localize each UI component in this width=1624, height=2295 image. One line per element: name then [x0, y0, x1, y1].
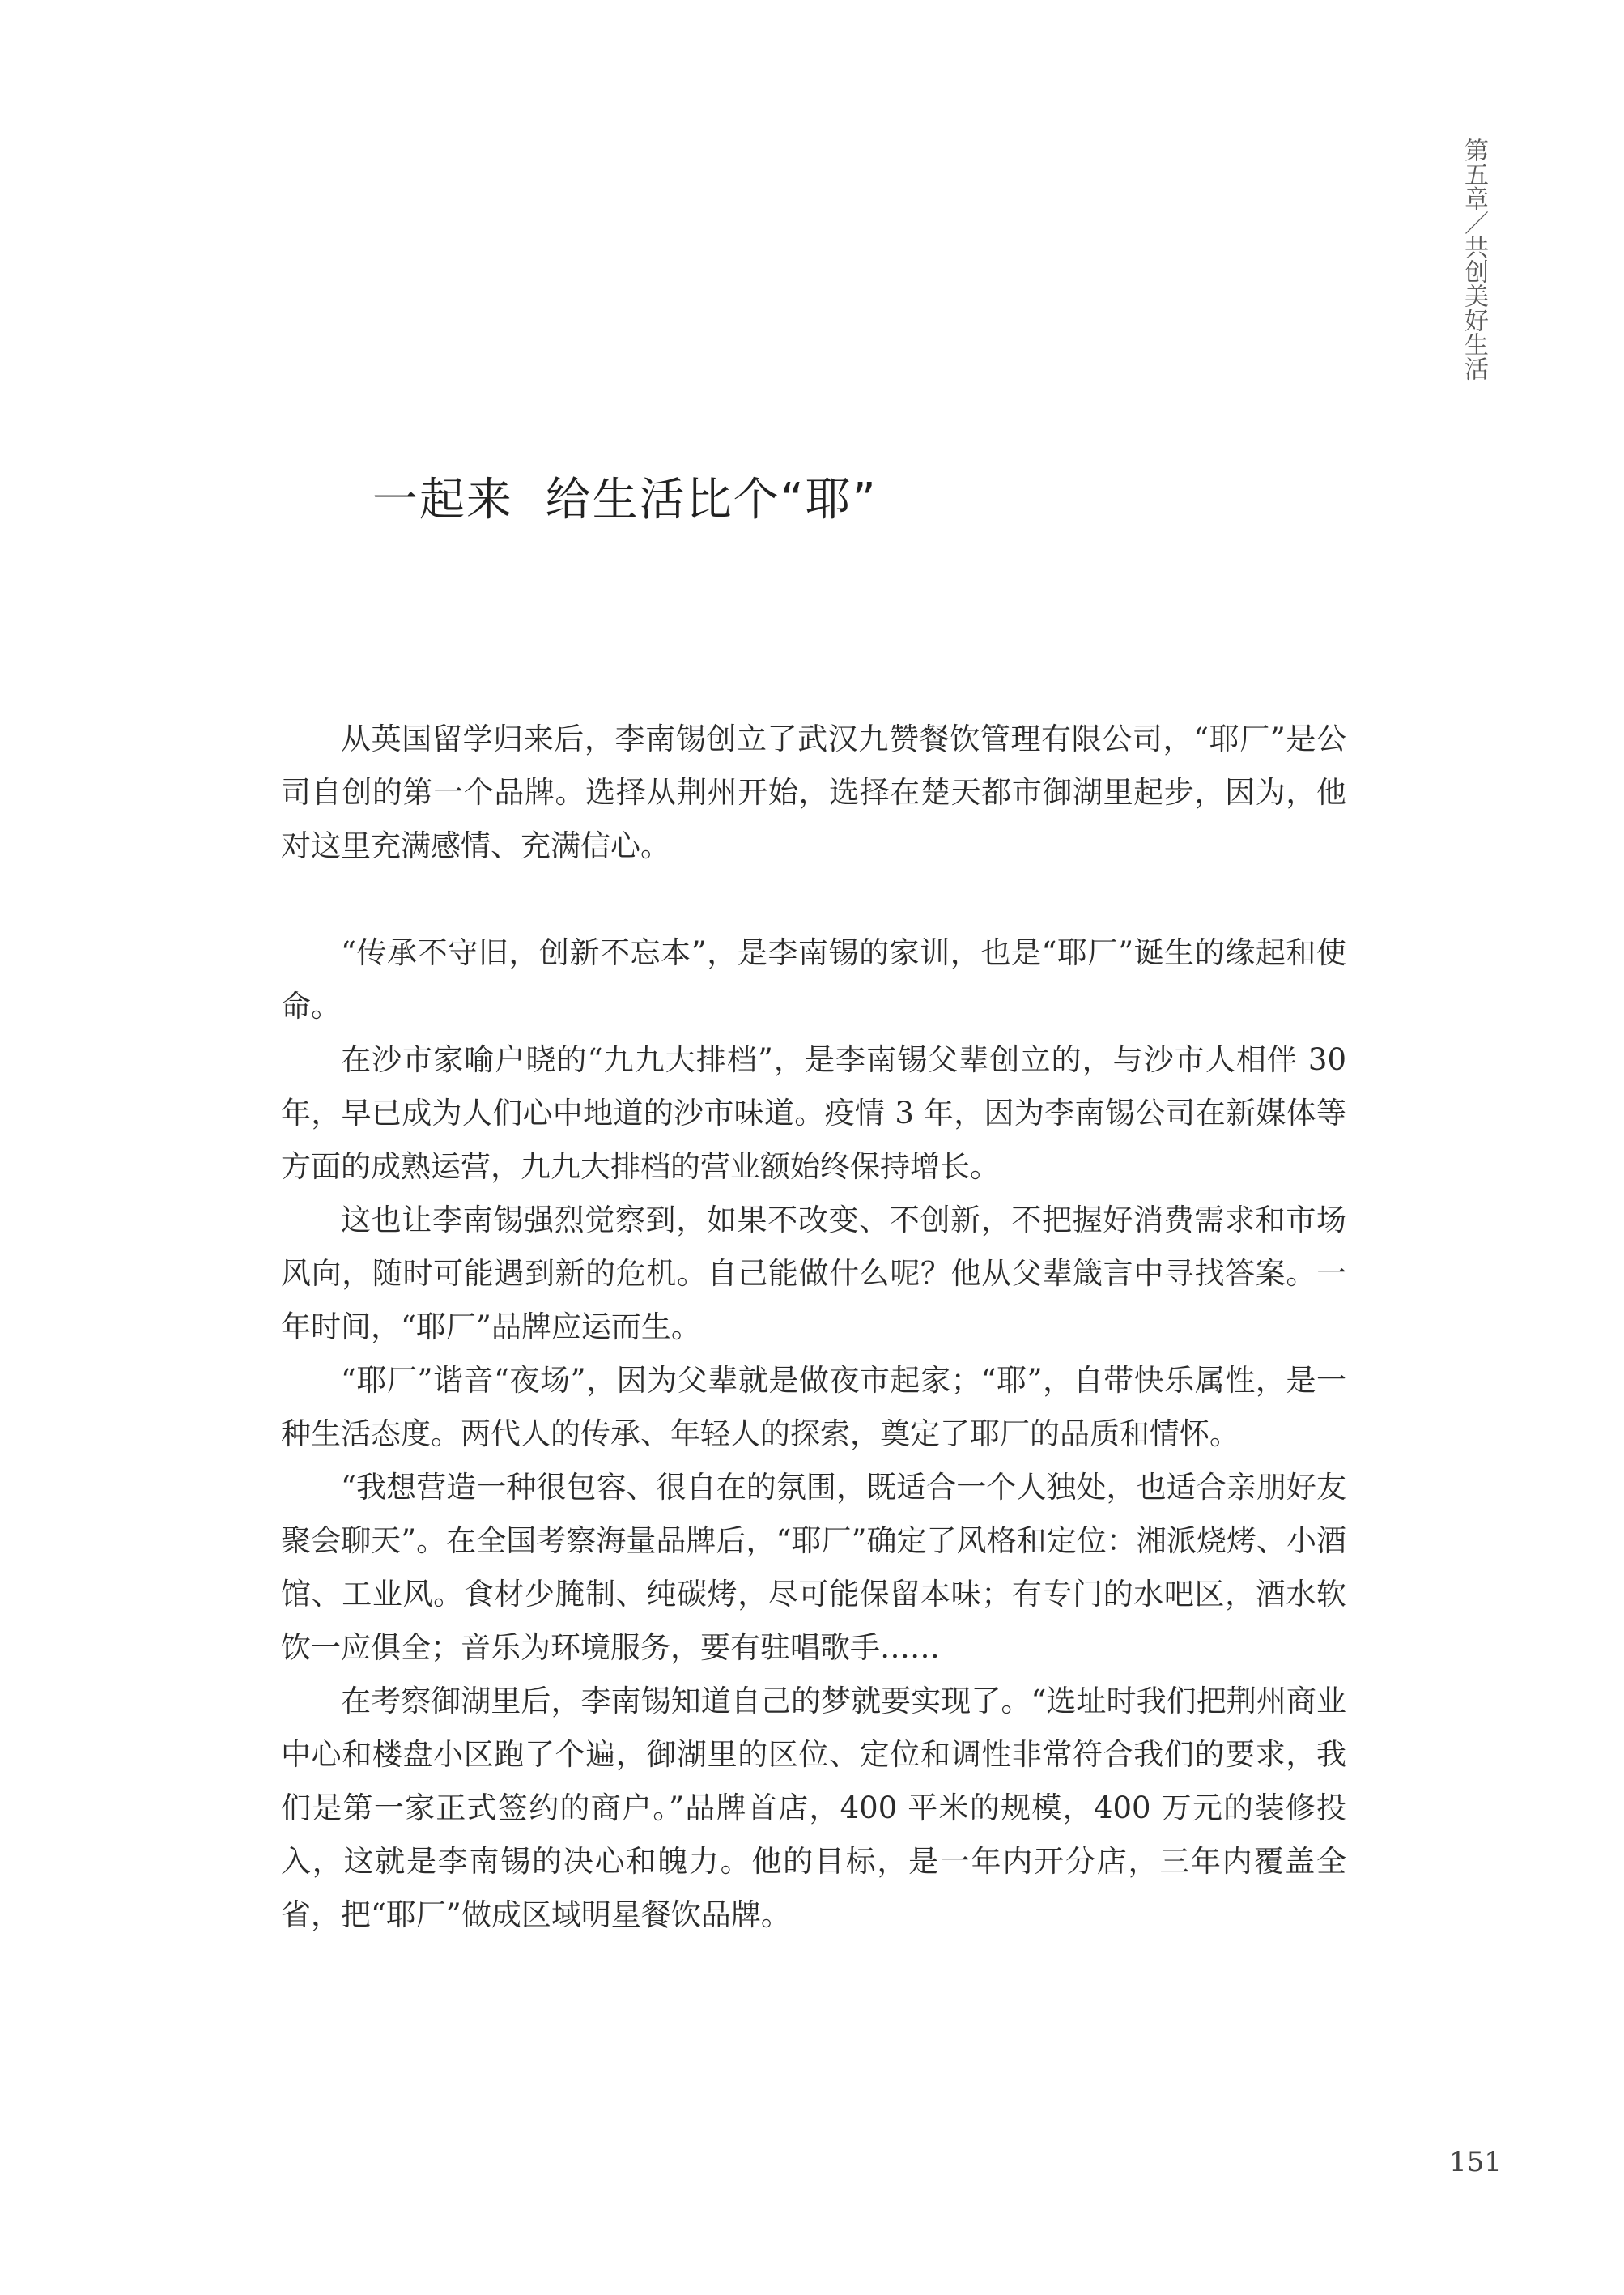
- paragraph: 这也让李南锡强烈觉察到，如果不改变、不创新，不把握好消费需求和市场风向，随时可能遇到新的危机。自己能做什么呢？他从父辈箴言中寻找答案。一年时间，“耶厂”品牌应运而生。: [281, 1203, 1346, 1344]
- chapter-header: 第五章／共创美好生活: [1460, 138, 1488, 381]
- paragraph: “我想营造一种很包容、很自在的氛围，既适合一个人独处，也适合亲朋好友聚会聊天”。在全国考察海量品牌后，“耶厂”确定了风格和定位：湘派烧烤、小酒馆、工业风。食材少腌制、纯碳烤，尽可能保留本味；有专门的水吧区，酒水软饮一应俱全；音乐为环境服务，要有驻唱歌手……: [281, 1470, 1346, 1665]
- paragraph: 在沙市家喻户晓的“九九大排档”，是李南锡父辈创立的，与沙市人相伴 30 年，早已成为人们心中地道的沙市味道。疫情 3 年，因为李南锡公司在新媒体等方面的成熟运营，九九大排档的营业额始终保持增长。: [281, 1042, 1346, 1184]
- paragraph: “耶厂”谐音“夜场”，因为父辈就是做夜市起家；“耶”，自带快乐属性，是一种生活态度。两代人的传承、年轻人的探索，奠定了耶厂的品质和情怀。: [281, 1363, 1346, 1451]
- paragraph: 在考察御湖里后，李南锡知道自己的梦就要实现了。“选址时我们把荆州商业中心和楼盘小区跑了个遍，御湖里的区位、定位和调性非常符合我们的要求，我们是第一家正式签约的商户。”品牌首店，400 平米的规模，400 万元的装修投入，这就是李南锡的决心和魄力。他的目标，是一年内开分店，三年内覆盖全省，把“耶厂”做成区域明星餐饮品牌。: [281, 1684, 1346, 1932]
- page-number: 151: [1449, 2146, 1502, 2178]
- article-title: 一起来 给生活比个“耶”: [372, 474, 878, 526]
- paragraph: 从英国留学归来后，李南锡创立了武汉九赞餐饮管理有限公司，“耶厂”是公司自创的第一个品牌。选择从荆州开始，选择在楚天都市御湖里起步，因为，他对这里充满感情、充满信心。: [281, 722, 1346, 863]
- paragraph: “传承不守旧，创新不忘本”，是李南锡的家训，也是“耶厂”诞生的缘起和使命。: [281, 935, 1346, 1024]
- article-body: [281, 713, 1346, 1942]
